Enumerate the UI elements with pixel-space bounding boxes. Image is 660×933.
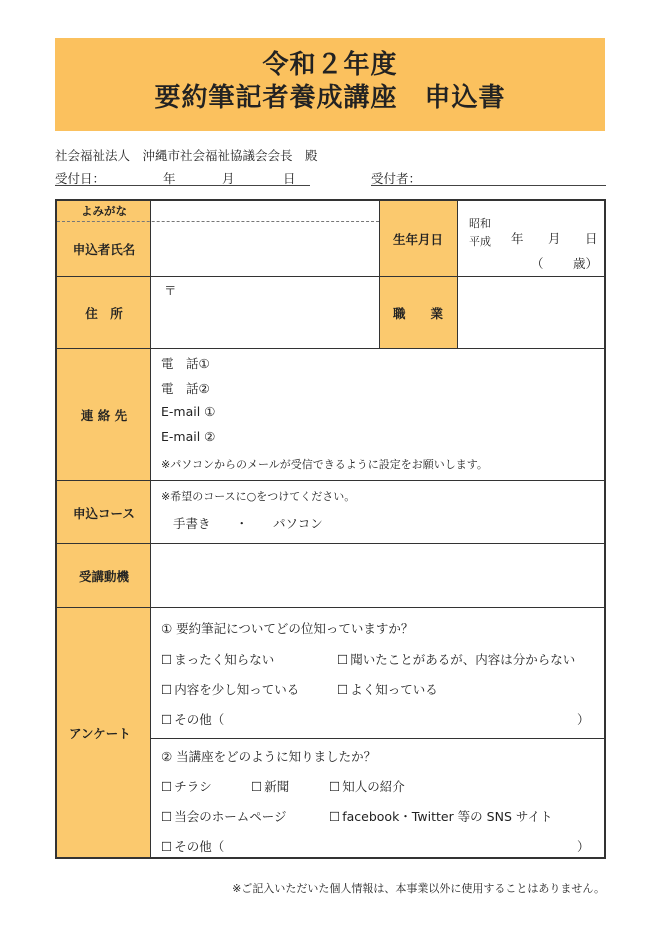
age-open: （: [531, 256, 544, 271]
email-note: ※パソコンからのメールが受信できるように設定をお願いします。: [161, 458, 488, 471]
address-field[interactable]: [151, 277, 379, 349]
q1-option-well[interactable]: ☐ よく知っている: [337, 680, 438, 698]
birth-day: 日: [585, 231, 598, 246]
age-close: 歳）: [573, 256, 599, 271]
phone2-label: 電 話②: [161, 381, 210, 396]
motive-field[interactable]: [151, 544, 604, 608]
mid-column-divider: [379, 201, 380, 349]
contact-label: 連 絡 先: [57, 349, 151, 481]
q2-option-other[interactable]: ☐ その他（: [161, 837, 224, 855]
receiver-underline[interactable]: [371, 185, 606, 186]
furigana-field[interactable]: [151, 201, 379, 221]
motive-label: 受講動機: [57, 544, 151, 608]
name-field[interactable]: [151, 221, 379, 277]
q2-option-sns[interactable]: ☐ facebook・Twitter 等の SNS サイト: [329, 807, 552, 825]
addressee: 社会福祉法人 沖縄市社会福祉協議会会長 殿: [55, 148, 318, 163]
q2-close-paren: ）: [577, 839, 590, 854]
application-form: [55, 199, 606, 859]
q1-close-paren: ）: [577, 712, 590, 727]
survey-label: アンケート: [57, 608, 151, 857]
title-line-2: 要約筆記者養成講座 申込書: [154, 83, 506, 113]
received-month: 月: [222, 171, 235, 186]
era-heisei[interactable]: 平成: [469, 235, 491, 248]
q1-option-none[interactable]: ☐ まったく知らない: [161, 650, 274, 668]
q2-option-newspaper[interactable]: ☐ 新聞: [251, 777, 289, 795]
date-underline: [55, 185, 310, 186]
q2-option-acquaintance[interactable]: ☐ 知人の紹介: [329, 777, 405, 795]
address-label: 住 所: [57, 277, 151, 349]
occupation-label: 職 業: [379, 277, 457, 349]
birth-year: 年: [511, 231, 524, 246]
q1-option-other[interactable]: ☐ その他（: [161, 710, 224, 728]
title-banner: [55, 38, 605, 131]
course-note: ※希望のコースに○をつけてください。: [161, 490, 356, 503]
birth-label: 生年月日: [379, 201, 457, 277]
era-showa[interactable]: 昭和: [469, 217, 491, 230]
name-label: 申込者氏名: [57, 221, 151, 277]
survey-divider: [151, 738, 604, 739]
q1-option-heard[interactable]: ☐ 聞いたことがあるが、内容は分からない: [337, 650, 575, 668]
q2-option-flyer[interactable]: ☐ チラシ: [161, 777, 212, 795]
received-day: 日: [283, 171, 296, 186]
received-date-label: 受付日：: [55, 171, 106, 186]
course-options[interactable]: 手書き ・ パソコン: [173, 516, 323, 531]
birth-month: 月: [548, 231, 561, 246]
privacy-note: ※ご記入いただいた個人情報は、本事業以外に使用することはありません。: [232, 882, 605, 895]
q1-option-little[interactable]: ☐ 内容を少し知っている: [161, 680, 299, 698]
receiver-label: 受付者：: [371, 171, 422, 186]
furigana-label: よみがな: [57, 201, 151, 221]
right-column-divider: [457, 201, 458, 349]
q2-option-homepage[interactable]: ☐ 当会のホームページ: [161, 807, 286, 825]
phone1-label: 電 話①: [161, 356, 210, 371]
postal-mark: 〒: [164, 283, 177, 298]
email2-label: E-mail ②: [161, 429, 216, 444]
label-column-divider: [150, 201, 151, 857]
title-line-1: 令和２年度: [262, 50, 398, 80]
received-year: 年: [163, 171, 176, 186]
email1-label: E-mail ①: [161, 404, 216, 419]
question-1: ① 要約筆記についてどの位知っていますか？: [161, 621, 414, 636]
occupation-field[interactable]: [457, 277, 604, 349]
course-label: 申込コース: [57, 481, 151, 544]
question-2: ② 当講座をどのように知りましたか？: [161, 749, 377, 764]
